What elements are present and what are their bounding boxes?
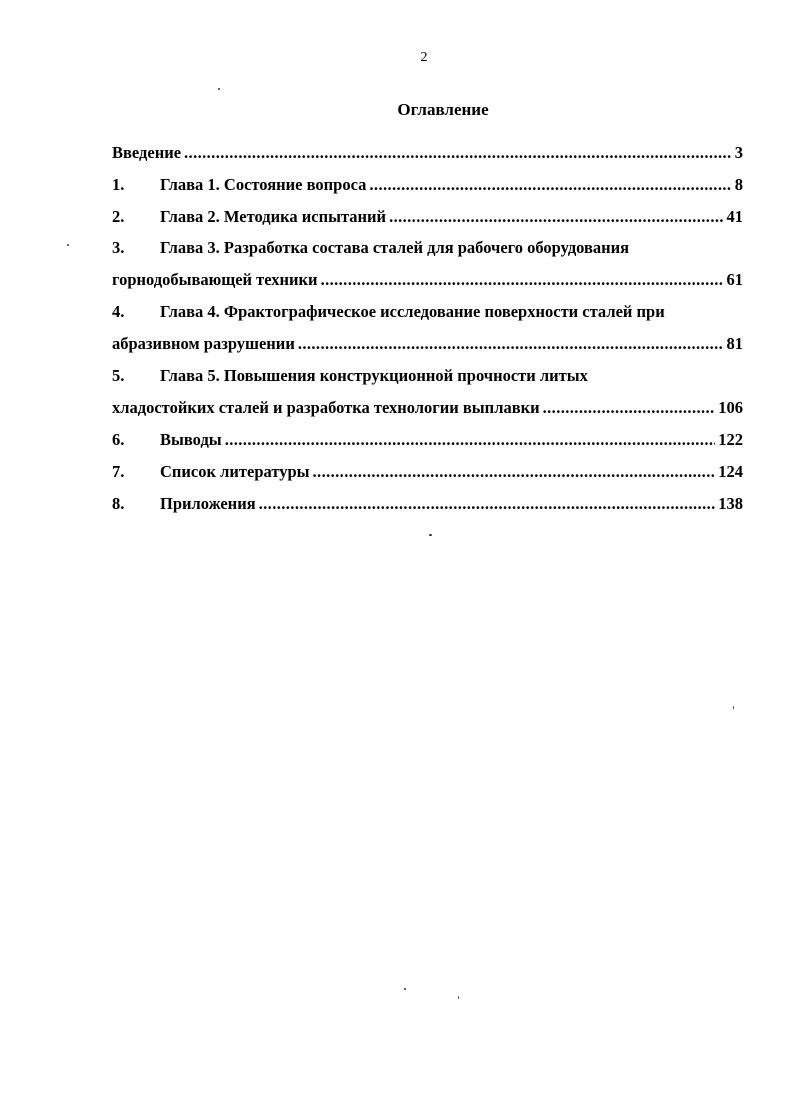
toc-entry-title: Глава 5. Повышения конструкционной прочности литых bbox=[160, 366, 588, 385]
toc-title: Оглавление bbox=[397, 100, 489, 119]
toc-entry-number: 6. bbox=[112, 430, 125, 449]
toc-entry-number: 8. bbox=[112, 494, 125, 513]
toc-entry-title-cont: хладостойких сталей и разработка технологии выплавки bbox=[112, 398, 540, 417]
toc-entry-number: 5. bbox=[112, 366, 125, 385]
dot-leader bbox=[321, 270, 724, 290]
toc-entry-chapter-5-cont[interactable] bbox=[112, 398, 743, 420]
scan-speck bbox=[458, 996, 459, 999]
toc-entry-page: 61 bbox=[726, 270, 743, 289]
scan-speck bbox=[733, 706, 734, 709]
toc-entry-page: 41 bbox=[726, 207, 743, 226]
dot-leader bbox=[298, 334, 724, 354]
toc-entry-conclusions[interactable] bbox=[112, 430, 743, 452]
toc-entry-references[interactable] bbox=[112, 462, 743, 484]
toc-entry-title-cont: горнодобывающей техники bbox=[112, 270, 318, 289]
toc-entry-page: 81 bbox=[726, 334, 743, 353]
dot-leader bbox=[259, 494, 716, 514]
scan-speck bbox=[67, 244, 69, 246]
dot-leader bbox=[369, 175, 731, 195]
page-number: 2 bbox=[420, 50, 428, 65]
toc-entry-number: 1. bbox=[112, 175, 125, 194]
toc-entry-chapter-4[interactable] bbox=[112, 302, 743, 324]
scan-speck bbox=[429, 534, 432, 536]
toc-entry-title: Глава 3. Разработка состава сталей для рабочего оборудования bbox=[160, 238, 630, 257]
toc-entry-page: 106 bbox=[718, 398, 743, 417]
toc-entry-chapter-5[interactable] bbox=[112, 366, 743, 388]
toc-entry-number: 2. bbox=[112, 207, 125, 226]
toc-entry-appendices[interactable] bbox=[112, 494, 743, 516]
dot-leader bbox=[543, 398, 716, 418]
toc-entry-page: 8 bbox=[734, 175, 743, 194]
dot-leader bbox=[313, 462, 716, 482]
scan-speck bbox=[218, 88, 220, 90]
toc-entry-chapter-4-cont[interactable] bbox=[112, 334, 743, 356]
toc-entry-number: 4. bbox=[112, 302, 125, 321]
toc-entry-title-cont: абразивном разрушении bbox=[112, 334, 295, 353]
toc-entry-title: Выводы bbox=[160, 430, 222, 449]
toc-entry-page: 124 bbox=[718, 462, 743, 481]
toc-entry-title: Список литературы bbox=[160, 462, 310, 481]
toc-entry-chapter-3-cont[interactable] bbox=[112, 270, 743, 292]
toc-entry-title: Глава 4. Фрактографическое исследование поверхности сталей при bbox=[160, 302, 665, 321]
toc-entry-title: Приложения bbox=[160, 494, 256, 513]
toc-entry-number: 7. bbox=[112, 462, 125, 481]
toc-entry-page: 3 bbox=[734, 143, 743, 162]
toc-entry-chapter-3[interactable] bbox=[112, 238, 743, 260]
toc-entry-number: 3. bbox=[112, 238, 125, 257]
toc-entry-title: Глава 2. Методика испытаний bbox=[160, 207, 387, 226]
dot-leader bbox=[225, 430, 716, 450]
toc-entry-title: Введение bbox=[112, 143, 182, 162]
toc-entry-page: 122 bbox=[718, 430, 743, 449]
dot-leader bbox=[184, 143, 732, 163]
toc-entry-title: Глава 1. Состояние вопроса bbox=[160, 175, 367, 194]
toc-entry-chapter-1[interactable] bbox=[112, 175, 743, 197]
scan-speck bbox=[404, 988, 406, 990]
dot-leader bbox=[389, 207, 723, 227]
toc-entry-chapter-2[interactable] bbox=[112, 207, 743, 229]
toc-entry-page: 138 bbox=[718, 494, 743, 513]
toc-entry-introduction[interactable] bbox=[112, 143, 743, 165]
